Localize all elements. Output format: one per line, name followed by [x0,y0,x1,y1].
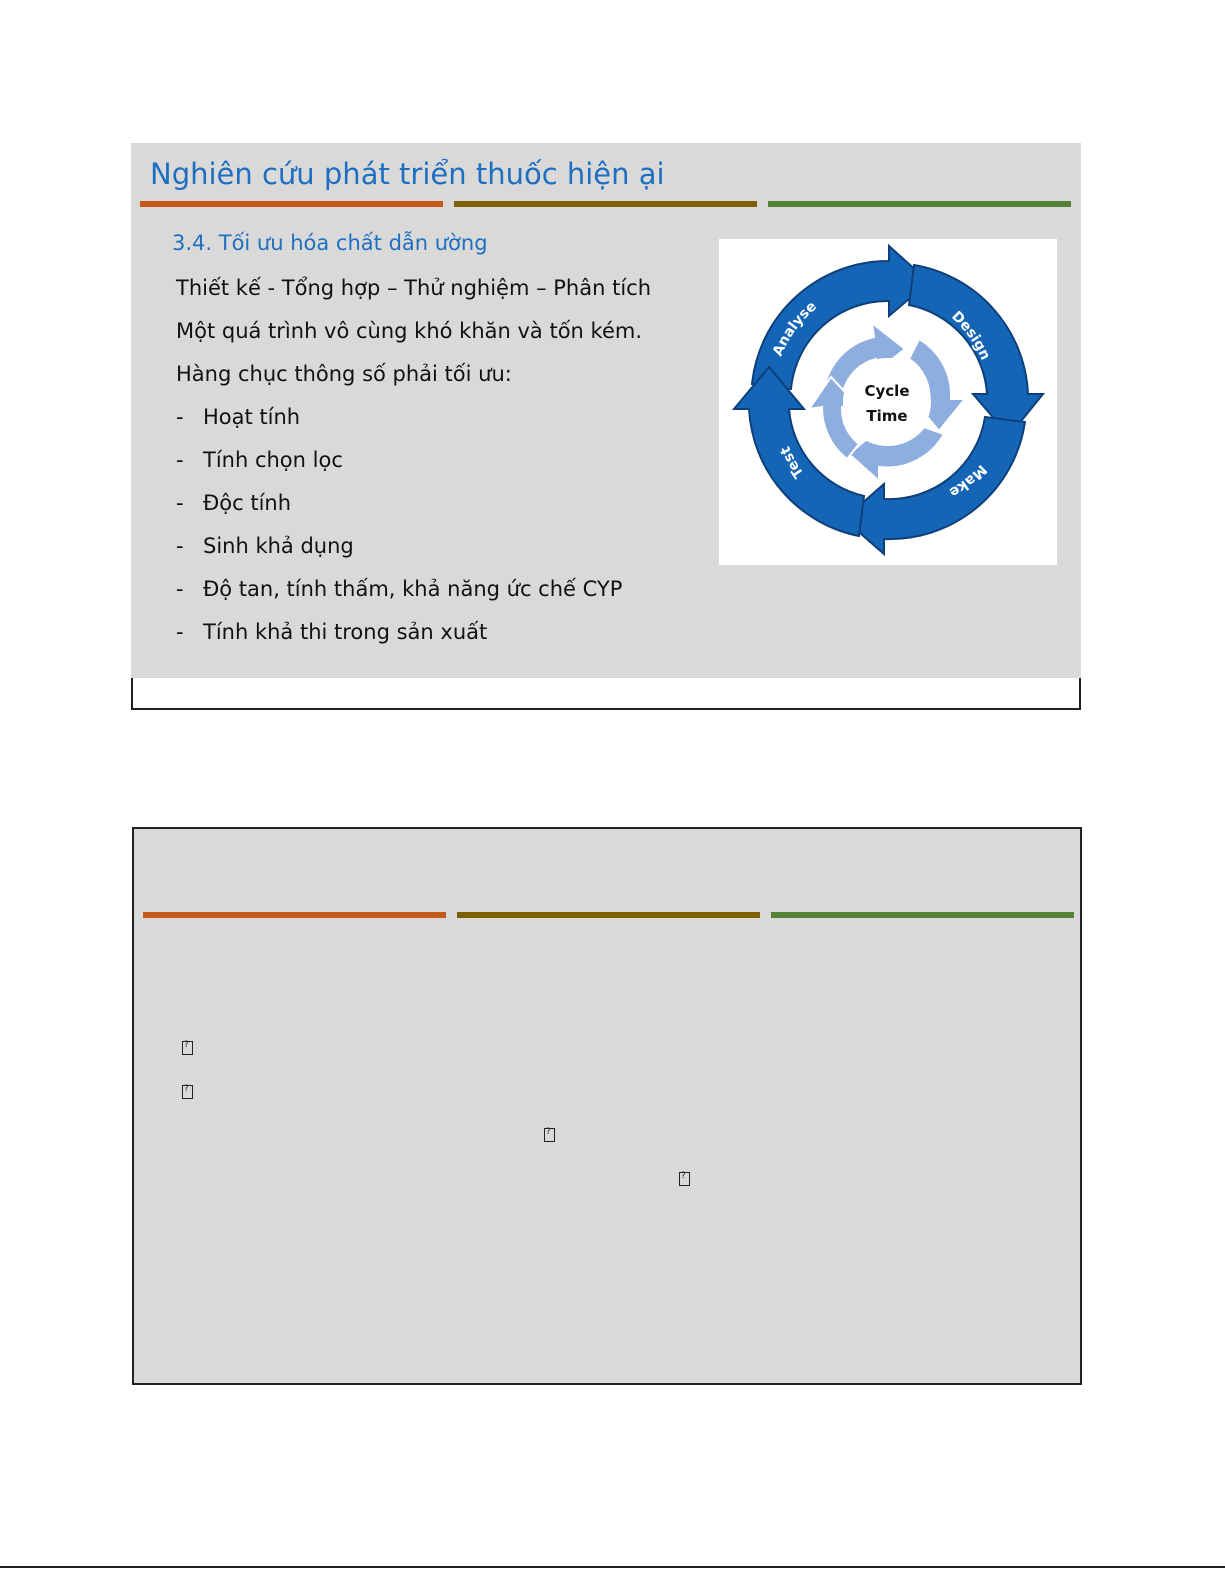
bullet-marker: - [176,620,184,644]
title-bar-olive [454,201,757,207]
slide-1 [131,143,1081,678]
bullet-item: Hoạt tính [203,405,301,429]
title-bar-green [771,912,1074,918]
stage-label-test: Test [777,444,808,481]
body-line: Thiết kế - Tổng hợp – Thử nghiệm – Phân tích [176,276,652,300]
bullet-marker: - [176,405,184,429]
title-bar-olive [457,912,760,918]
body-line: Hàng chục thông số phải tối ưu: [176,362,512,386]
cycle-center-label: Time [866,407,908,425]
title-bar-green [768,201,1071,207]
missing-glyph-icon [679,1172,690,1186]
stage-label-analyse: Analyse [769,298,820,359]
bullet-item: Độc tính [203,491,292,515]
bullet-marker: - [176,534,184,558]
missing-glyph-icon [182,1085,193,1099]
bullet-item: Tính khả thi trong sản xuất [203,620,488,644]
page-bottom-rule [0,1566,1225,1568]
stage-label-design: Design [948,308,994,363]
bullet-marker: - [176,577,184,601]
cycle-diagram-svg [719,239,1057,565]
stage-label-make: Make [946,461,990,501]
bullet-item: Độ tan, tính thấm, khả năng ức chế CYP [203,577,623,601]
title-bar-orange [143,912,446,918]
slide-2 [132,827,1082,1385]
cycle-center-label: Cycle [864,382,910,400]
bullet-item: Tính chọn lọc [203,448,343,472]
bullet-item: Sinh khả dụng [203,534,354,558]
slide-title: Nghiên cứu phát triển thuốc hiện ại [150,157,665,191]
body-line: Một quá trình vô cùng khó khăn và tốn kém. [176,319,642,343]
bullet-marker: - [176,491,184,515]
missing-glyph-icon [182,1041,193,1055]
cycle-time-diagram [719,239,1057,565]
missing-glyph-icon [544,1128,555,1142]
bullet-marker: - [176,448,184,472]
title-bar-orange [140,201,443,207]
section-subtitle: 3.4. Tối ưu hóa chất dẫn ường [172,231,488,255]
